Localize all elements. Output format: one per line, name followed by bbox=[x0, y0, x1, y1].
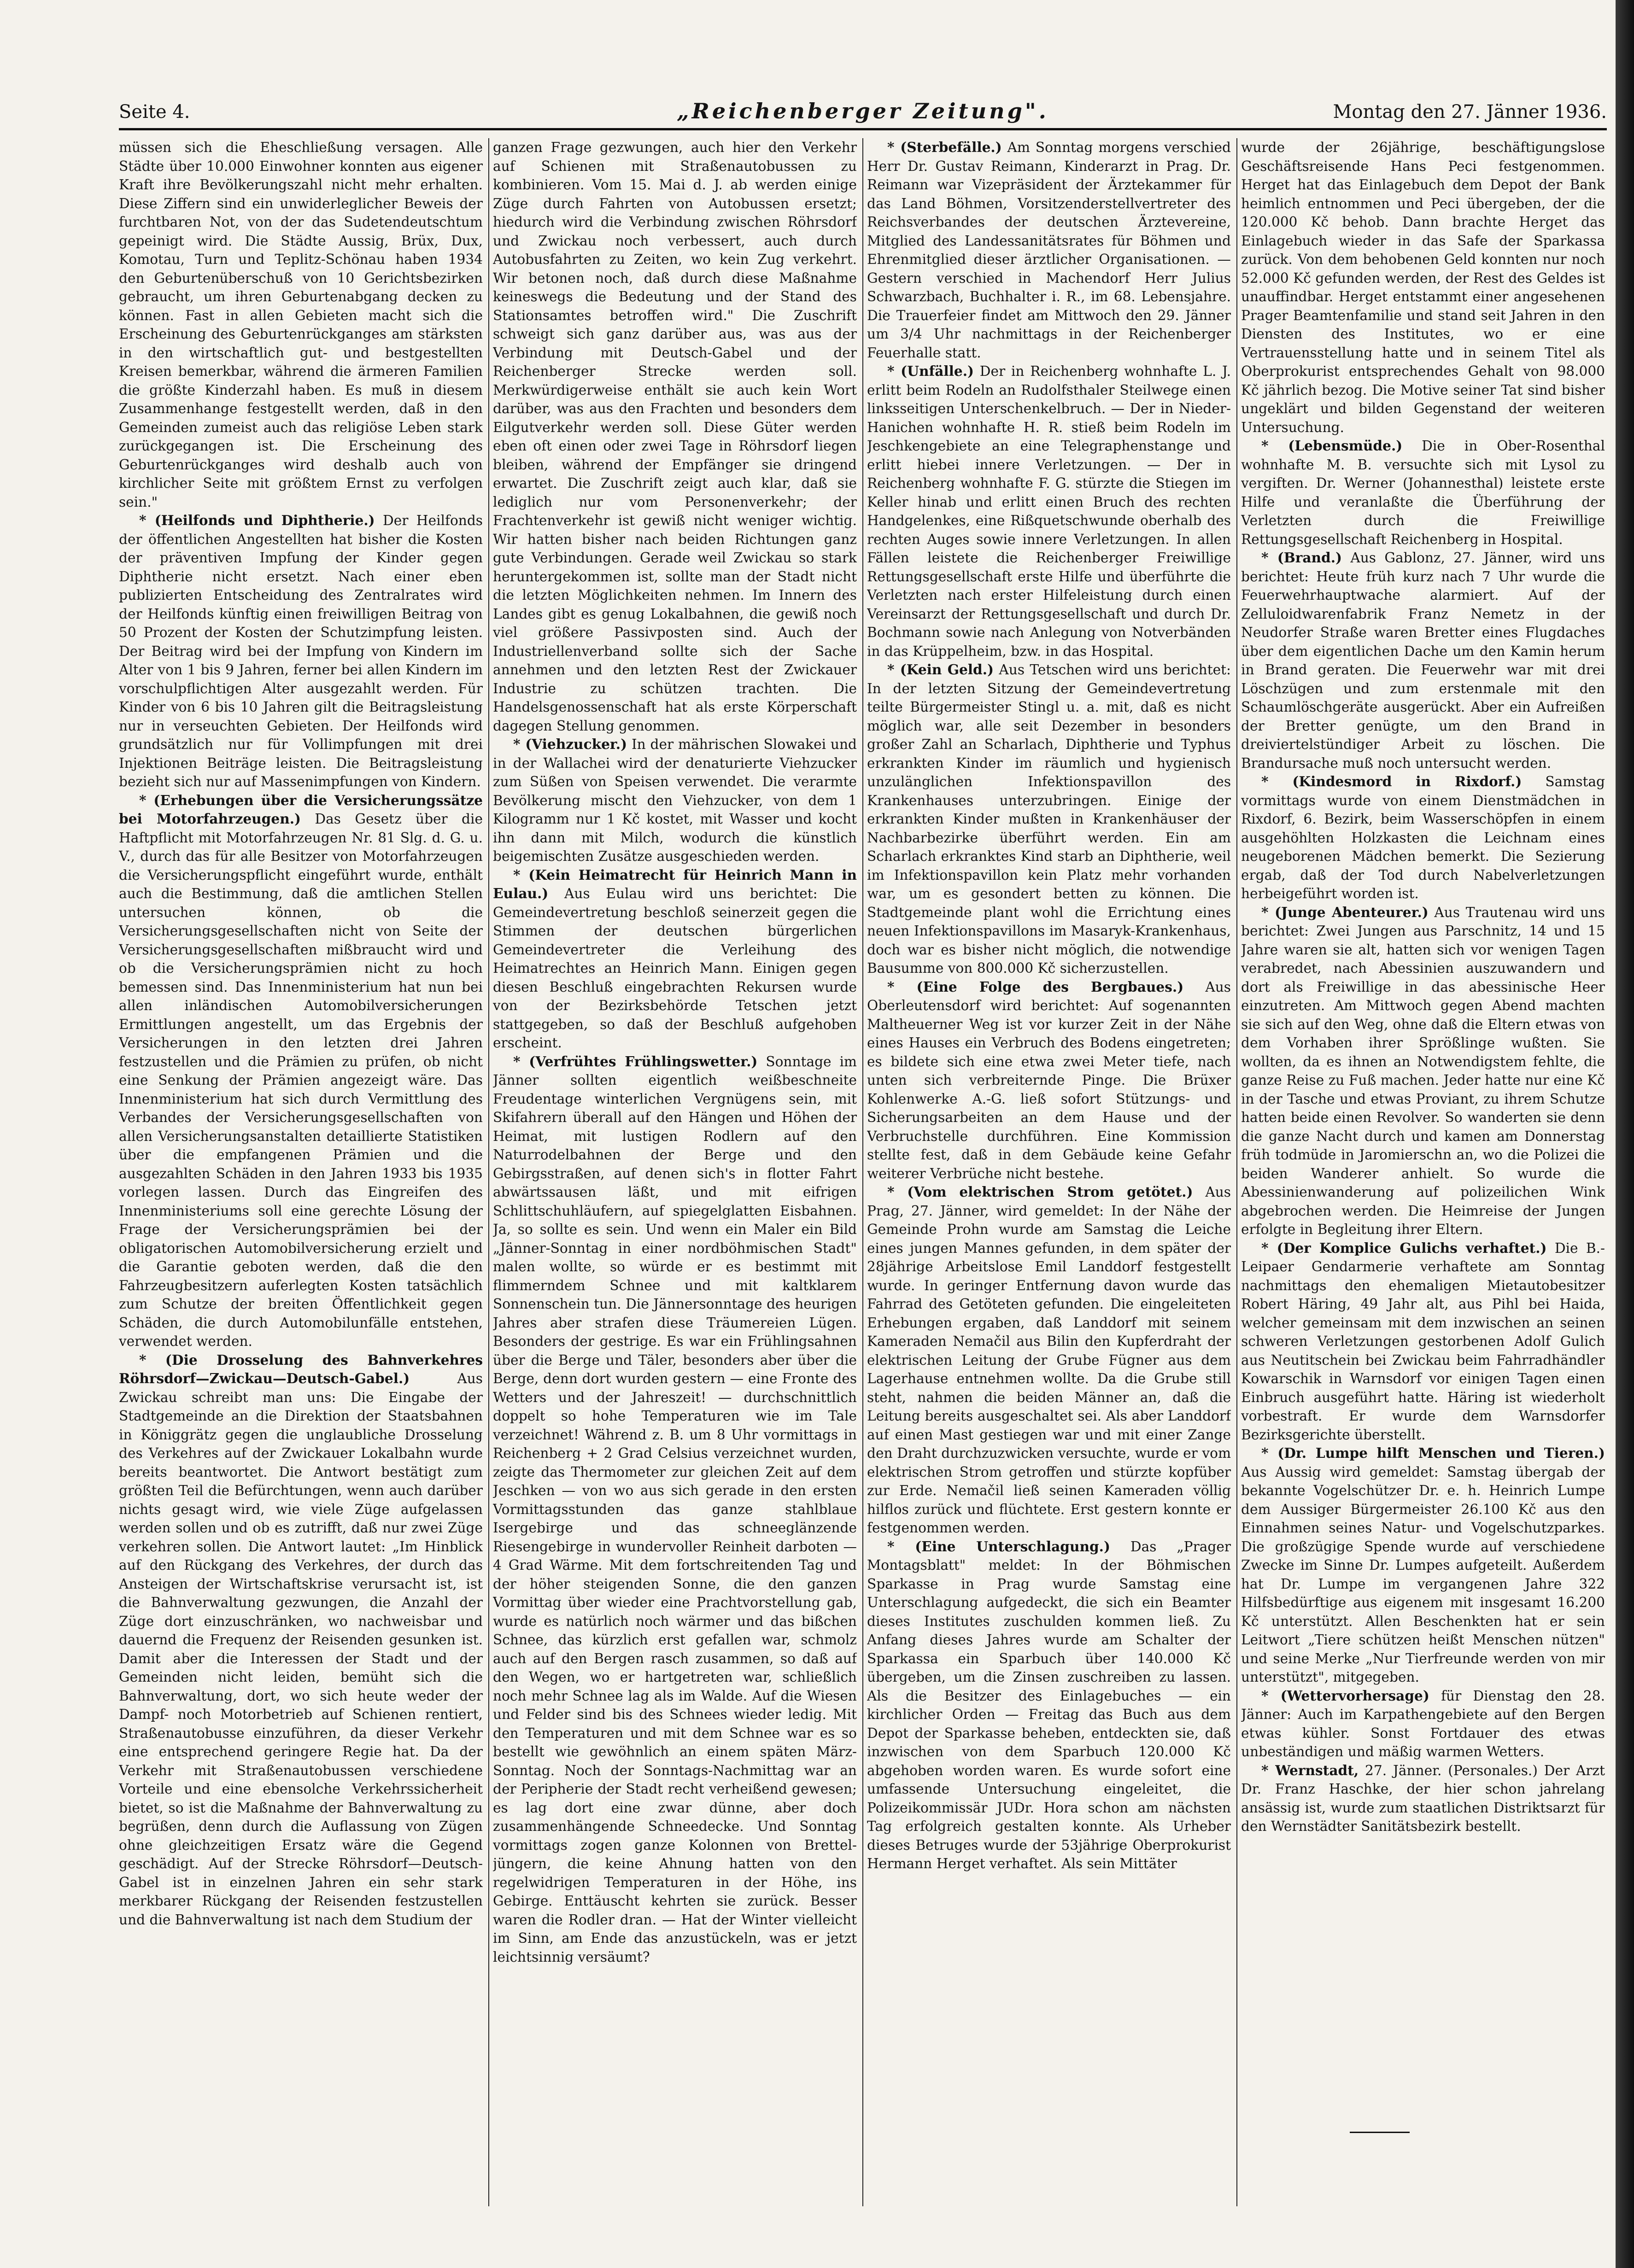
article-paragraph bbox=[867, 1183, 1231, 1537]
article-text: Sonntage im Jänner sollten eigentlich weißbeschneite Freudentage winterlichen Vergnügens sein, mit Skifahrern überall auf den Hängen und Höhen der Heimat, mit lustigen Rodlern auf den Naturrodelbahnen der Berge und den Gebirgsstraßen, auf denen sich's in flotter Fahrt abwärtssausen läßt, und mit eifrigen Schlittschuhläufern, auf spiegelglatten Eisbahnen. Ja, so sollte es sein. Und wenn ein Maler ein Bild „Jänner-Sonntag in einer nordböhmischen Stadt" malen wollte, so würde er es bestimmt mit flimmerndem Schnee und mit kaltklarem Sonnenschein tun. Die Jännersonntage des heurigen Jahres aber strafen diese Träumereien Lügen. Besonders der gestrige. Es war ein Frühlingsahnen über die Berge und Täler, besonders aber über die Berge, denn dort wurden gestern — eine Fronte des Wetters und der Jahreszeit! — durchschnittlich doppelt so hohe Temperaturen wie im Tale verzeichnet! Während z. B. um 8 Uhr vormittags in Reichenberg + 2 Grad Celsius verzeichnet wurden, zeigte das Thermometer zur gleichen Zeit auf dem Jeschken — von wo aus sich gerade in den ersten Vormittagsstunden das ganze stahlblaue Isergebirge und das schneeglänzende Riesengebirge in wundervoller Reinheit darboten — 4 Grad Wärme. Mit dem fortschreitenden Tag und der höher steigenden Sonne, die den ganzen Vormittag über wieder eine Prachtvorstellung gab, wurde es natürlich noch wärmer und das bißchen Schnee, das kürzlich erst gefallen war, schmolz auch auf den Bergen rasch zusammen, so daß auf den Wegen, wo er hartgetreten war, schließlich noch mehr Schnee lag als im Walde. Auf die Wiesen und Felder sind bis des Schnees wieder ledig. Mit den Temperaturen und mit dem Schnee war es so bestellt wie gewöhnlich an einem späten März-Sonntag. Noch der Sonntags-Nachmittag war an der Peripherie der Stadt recht verheißend gewesen; es lag dort eine zwar dünne, aber doch zusammenhängende Schneedecke. Und Sonntag vormittags zogen ganze Kolonnen von Brettel-jüngern, die keine Ahnung hatten von den regelwidrigen Temperaturen in der Höhe, ins Gebirge. Enttäuscht kehrten sie zurück. Besser waren die Rodler dran. — Hat der Winter vielleicht im Sinn, am Ende das anzustückeln, was er jetzt leichtsinnig versäumt? bbox=[493, 1053, 857, 1965]
article-paragraph bbox=[1241, 1687, 1605, 1761]
article-text: Der Heilfonds der öffentlichen Angestellten hat bisher die Kosten der präventiven Impfung der Kinder gegen Diphtherie nicht ersetzt. Nach einer eben publizierten Entscheidung des Zentralrates wird der Heilfonds künftig einen freiwilligen Beitrag von 50 Prozent der Kosten der Schutzimpfung leisten. Der Beitrag wird bei der Impfung von Kindern im Alter von 1 bis 9 Jahren, ferner bei allen Kindern im vorschulpflichtigen Alter ausgezahlt werden. Für Kinder von 6 bis 10 Jahren gilt die Beitragsleistung nur in verseuchten Gebieten. Der Heilfonds wird grundsätzlich nur für Vollimpfungen mit drei Injektionen Beiträge leisten. Die Beitragsleistung bezieht sich nur auf Massenimpfungen von Kindern. bbox=[119, 513, 483, 789]
article-heading: * (Eine Unterschlagung.) bbox=[887, 1538, 1110, 1555]
article-heading: * (Wettervorhersage) bbox=[1261, 1687, 1429, 1704]
article-heading: * (Heilfonds und Diphtherie.) bbox=[139, 512, 375, 528]
column-1 bbox=[119, 138, 483, 2202]
article-heading: * (Unfälle.) bbox=[887, 363, 974, 379]
column-3 bbox=[867, 138, 1231, 2202]
article-text: Die B.-Leipaer Gendarmerie verhaftete am Sonntag nachmittags den ehemaligen Mietautobesitzer Robert Häring, 49 Jahr alt, aus Pihl bei Haida, welcher gemeinsam mit dem inzwischen an seinen schweren Verletzungen gestorbenen Adolf Gulich aus Neutitschein bei Zwickau beim Fahrradhändler Kowarschik in Warnsdorf vor einigen Tagen einen Einbruch ausgeführt hatte. Häring ist wiederholt vorbestraft. Er wurde dem Warnsdorfer Bezirksgerichte überstellt. bbox=[1241, 1240, 1605, 1443]
article-heading: * (Verfrühtes Frühlingswetter.) bbox=[513, 1053, 758, 1070]
article-heading: * (Erhebungen über die Versicherungssätze bei Motorfahrzeugen.) bbox=[119, 792, 483, 827]
column-rule bbox=[862, 138, 863, 2206]
article-text: Aus Zwickau schreibt man uns: Die Eingabe der Stadtgemeinde an die Direktion der Staatsbahnen in Königgrätz gegen die unglaubliche Drosselung des Verkehres auf der Zwickauer Lokalbahn wurde bereits beantwortet. Die Antwort bestätigt zum größten Teil die Befürchtungen, wenn auch darüber nichts gesagt wird, wie viele Züge aufgelassen werden sollen und ob es zutrifft, daß nur zwei Züge verkehren sollen. Die Antwort lautet: „Im Hinblick auf den Rückgang des Verkehres, der durch das Ansteigen der Wirtschaftskrise verursacht ist, ist die Bahnverwaltung gezwungen, die Anzahl der Züge dort einzuschränken, wo nachweisbar und dauernd die Frequenz der Reisenden gesunken ist. Damit aber die Interessen der Stadt und der Gemeinden nicht leiden, bemüht sich die Bahnverwaltung, dort, wo sich heute weder der Dampf- noch Motorbetrieb auf Schienen rentiert, Straßenautobusse einzuführen, da dieser Verkehr eine entsprechend geringere Regie hat. Da der Verkehr mit Straßenautobussen verschiedene Vorteile und eine ebensolche Verkehrssicherheit bietet, so ist die Maßnahme der Bahnverwaltung zu begrüßen, denn durch die Auflassung von Zügen ohne gleichzeitigen Ersatz wäre die Gegend geschädigt. Auf der Strecke Röhrsdorf—Deutsch-Gabel ist in einzelnen Jahren ein sehr stark merkbarer Rückgang der Reisenden festzustellen und die Bahnverwaltung ist nach dem Studium der bbox=[119, 1371, 483, 1928]
article-heading: * (Lebensmüde.) bbox=[1261, 438, 1403, 454]
article-paragraph bbox=[1241, 1761, 1605, 1836]
article-text: Aus Oberleutensdorf wird berichtet: Auf sogenannten Maltheuerner Weg ist vor kurzer Zeit in der Nähe eines Hauses ein Verbruch des Bodens eingetreten; es bildete sich eine etwa zwei Meter tiefe, nach unten sich verbreiternde Pinge. Die Brüxer Kohlenwerke A.-G. ließ sofort Stützungs- und Sicherungsarbeiten an dem Hause und der Verbruchstelle durchführen. Eine Kommission stellte fest, daß in dem Gebäude keine Gefahr weiterer Verbrüche nicht bestehe. bbox=[867, 979, 1231, 1181]
end-rule bbox=[1350, 2132, 1410, 2133]
page-binding-edge bbox=[1616, 0, 1634, 2268]
article-paragraph bbox=[867, 661, 1231, 978]
article-paragraph bbox=[1241, 549, 1605, 772]
article-text: Das „Prager Montagsblatt" meldet: In der Böhmischen Sparkasse in Prag wurde Samstag eine Unterschlagung aufgedeckt, die sich ein Beamter dieses Institutes zuschulden kommen ließ. Zu Anfang dieses Jahres wurde am Schalter der Sparkassa ein Sparbuch über 140.000 Kč übergeben, um die Zinsen zuschreiben zu lassen. Als die Besitzer des Einlagebuches — ein kirchlicher Orden — Freitag das Buch aus dem Depot der Sparkasse beheben, entdeckten sie, daß inzwischen von dem Sparbuch 120.000 Kč abgehoben worden waren. Es wurde sofort eine umfassende Untersuchung eingeleitet, die Polizeikommissär JUDr. Hora schon am nächsten Tag erfolgreich gestalten konnte. Als Urheber dieses Betruges wurde der 53jährige Oberprokurist Hermann Herget verhaftet. Als sein Mittäter bbox=[867, 1538, 1231, 1871]
page-number: Seite 4. bbox=[119, 101, 190, 123]
article-paragraph bbox=[1241, 772, 1605, 903]
article-heading: * (Der Komplice Gulichs verhaftet.) bbox=[1261, 1239, 1547, 1256]
article-text: Aus Prag, 27. Jänner, wird gemeldet: In der Nähe der Gemeinde Prohn wurde am Samstag die Leiche eines jungen Mannes gefunden, in dem später der 28jährige Arbeitslose Emil Landdorf festgestellt wurde. In geringer Entfernung davon wurde das Fahrrad des Getöteten gefunden. Die eingeleiteten Erhebungen ergaben, daß Landdorf mit seinem Kameraden Nemačil aus Bilin den Kupferdraht der elektrischen Leitung der Grube Fügner aus dem Lagerhause entnehmen wollte. Da die Grube still steht, nahmen die beiden Männer an, daß die Leitung bereits ausgeschaltet sei. Als aber Landdorf auf einen Mast gestiegen war und mit einer Zange den Draht durchzuzwicken versuchte, wurde er vom elektrischen Strom getroffen und stürzte kopfüber zur Erde. Nemačil ließ seinen Kameraden völlig hilflos zurück und flüchtete. Erst gestern konnte er festgenommen werden. bbox=[867, 1184, 1231, 1536]
article-heading: * (Kein Heimatrecht für Heinrich Mann in Eulau.) bbox=[493, 866, 857, 901]
article-text: ganzen Frage gezwungen, auch hier den Verkehr auf Schienen mit Straßenautobussen zu kombinieren. Vom 15. Mai d. J. ab werden einige Züge durch Fahrten von Autobussen ersetzt; hiedurch wird die Verbindung zwischen Röhrsdorf und Zwickau noch verbessert, auch durch Autobusfahrten zu Zeiten, wo kein Zug verkehrt. Wir betonen noch, daß durch diese Maßnahme keineswegs die Bedeutung und der Stand des Stationsamtes betroffen wird." Die Zuschrift schweigt sich ganz darüber aus, was aus der Verbindung mit Deutsch-Gabel und der Reichenberger Strecke werden soll. Merkwürdigerweise enthält sie auch kein Wort darüber, was aus den Frachten und besonders dem Eilgutverkehr werden soll. Diese Güter werden eben oft einen oder zwei Tage in Röhrsdorf liegen bleiben, während der Empfänger sie dringend erwartet. Die Zuschrift zeigt auch klar, daß sie lediglich nur vom Personenverkehr; der Frachtenverkehr ist gewiß nicht weniger wichtig. Wir hatten bisher nach beiden Richtungen ganz gute Verbindungen. Gerade weil Zwickau so stark heruntergekommen ist, sollte man der Stadt nicht die letzten Möglichkeiten nehmen. Im Innern des Landes gibt es genug Lokalbahnen, die gewiß noch viel größere Passivposten sind. Auch der Industriellenverband sollte sich der Sache annehmen und den letzten Rest der Zwickauer Industrie zu schützen trachten. Die Handelsgenossenschaft hat als erste Körperschaft dagegen Stellung genommen. bbox=[493, 140, 857, 734]
article-paragraph bbox=[493, 1052, 857, 1967]
column-2 bbox=[493, 138, 857, 2202]
article-paragraph bbox=[119, 138, 483, 511]
article-heading: * Wernstadt, bbox=[1261, 1762, 1359, 1778]
article-text: für Dienstag den 28. Jänner: Auch im Karpathengebiete auf den Bergen etwas kühler. Sonst Fortdauer des etwas unbeständigen und mäßig warmen Wetters. bbox=[1241, 1688, 1605, 1759]
article-text: Das Gesetz über die Haftpflicht mit Motorfahrzeugen Nr. 81 Slg. d. G. u. V., durch das für alle Besitzer von Motorfahrzeugen die Versicherungspflicht eingeführt wurde, enthält auch die Bestimmung, daß die amtlichen Stellen untersuchen können, ob die Versicherungsgesellschaften nicht von Seite der Versicherungsgesellschaften mißbraucht wird und ob die Versicherungsprämien nicht zu hoch bemessen sind. Das Innenministerium hat nun bei allen inländischen Automobilversicherungen Ermittlungen angestellt, um das Ergebnis der Versicherungen in den letzten drei Jahren festzustellen und die Prämien zu prüfen, ob nicht eine Senkung der Prämien angezeigt wäre. Das Innenministerium hat sich durch Vermittlung des Verbandes der Versicherungsgesellschaften von allen Versicherungsanstalten detaillierte Statistiken über die empfangenen Prämien und die ausgezahlten Schäden in den Jahren 1933 bis 1935 vorlegen lassen. Durch das Eingreifen des Innenministeriums soll eine gerechte Lösung der Frage der Versicherungsprämien bei der obligatorischen Automobilversicherung erzielt und die Garantie geboten werden, daß die den Fahrzeugbesitzern auferlegten Kosten tatsächlich zum Schutze der breiten Öffentlichkeit gegen Schäden, die durch Automobilunfälle entstehen, verwendet werden. bbox=[119, 811, 483, 1349]
issue-date: Montag den 27. Jänner 1936. bbox=[1333, 101, 1607, 123]
article-paragraph bbox=[1241, 1239, 1605, 1444]
article-text: Aus Tetschen wird uns berichtet: In der letzten Sitzung der Gemeindevertretung teilte Bürgermeister Stingl u. a. mit, daß es nicht möglich war, alle seit Dezember in besonders großer Zahl an Scharlach, Diphtherie und Typhus erkrankten Kinder im räumlich und hygienisch unzulänglichen Infektionspavillon des Krankenhauses unterzubringen. Einige der erkrankten Kinder mußten in Krankenhäuser der Nachbarbezirke überführt werden. Ein am Scharlach erkranktes Kind starb an Diphtherie, weil im Infektionspavillon kein Platz mehr vorhanden war, um es gesondert betten zu können. Die Stadtgemeinde plant wohl die Errichtung eines neuen Infektionspavillons im Masaryk-Krankenhaus, doch war es bisher nicht möglich, die notwendige Bausumme von 800.000 Kč sicherzustellen. bbox=[867, 662, 1231, 976]
article-paragraph bbox=[1241, 138, 1605, 437]
article-heading: * (Die Drosselung des Bahnverkehres Röhrsdorf—Zwickau—Deutsch-Gabel.) bbox=[119, 1351, 483, 1386]
column-4 bbox=[1241, 138, 1605, 2202]
article-paragraph bbox=[867, 1537, 1231, 1873]
article-paragraph bbox=[1241, 437, 1605, 549]
article-text: Der in Reichenberg wohnhafte L. J. erlitt beim Rodeln an Rudolfsthaler Steilwege einen linksseitigen Unterschenkelbruch. — Der in Nieder-Hanichen wohnhafte H. R. stieß beim Rodeln im Jeschkengebiete an eine Telegraphenstange und erlitt hiebei innere Verletzungen. — Der in Reichenberg wohnhafte F. G. stürzte die Stiegen im Keller hinab und erlitt einen Bruch des rechten Handgelenkes, eine Rißquetschwunde oberhalb des rechten Auges sowie innere Verletzungen. In allen Fällen leistete die Reichenberger Freiwillige Rettungsgesellschaft erste Hilfe und überführte die Verletzten nach erster Hilfeleistung durch einen Vereinsarzt der Rettungsgesellschaft und durch Dr. Bochmann sowie nach Anlegung von Notverbänden in das Krüppelheim, bzw. in das Hospital. bbox=[867, 363, 1231, 659]
article-text: In der mährischen Slowakei und in der Wallachei wird der denaturierte Viehzucker zum Süßen von Speisen verwendet. Die verarmte Bevölkerung mischt den Viehzucker, von dem 1 Kilogramm nur 1 Kč kostet, mit Wasser und kocht ihn dann mit Milch, wodurch die künstlich beigemischten Zusätze ausgeschieden werden. bbox=[493, 737, 857, 864]
article-heading: * (Kein Geld.) bbox=[887, 661, 994, 678]
article-heading: * (Vom elektrischen Strom getötet.) bbox=[887, 1184, 1193, 1200]
article-paragraph bbox=[1241, 903, 1605, 1239]
article-text: Aus Trautenau wird uns berichtet: Zwei Jungen aus Parschnitz, 14 und 15 Jahre waren sie alt, hatten sich vor wenigen Tagen verabredet, nach Abessinien auszuwandern und dort als Freiwillige in das abessinische Heer einzutreten. Am Mittwoch gegen Abend machten sie sich auf den Weg, ohne daß die Eltern etwas von dem Vorhaben ihrer Sprößlinge wußten. Sie wollten, da es ihnen an Notwendigstem fehlte, die ganze Reise zu Fuß machen. Jeder hatte nur eine Kč in der Tasche und etwas Proviant, zu ihrem Schutze hatten beide einen Revolver. So wanderten sie denn die ganze Nacht durch und kamen am Donnerstag früh todmüde in Jaromierschn an, wo die Polizei die beiden Wanderer anhielt. So wurde die Abessinienwanderung auf polizeilichen Wink abgebrochen werden. Die Heimreise der Jungen erfolgte in Begleitung ihrer Eltern. bbox=[1241, 904, 1605, 1237]
article-heading: * (Kindesmord in Rixdorf.) bbox=[1261, 773, 1522, 789]
header-rule bbox=[119, 128, 1607, 130]
article-heading: * (Sterbefälle.) bbox=[887, 139, 1002, 155]
article-text: Aus Eulau wird uns berichtet: Die Gemeindevertretung beschloß seinerzeit gegen die Stimmen der deutschen bürgerlichen Gemeindevertreter die Verleihung des Heimatrechtes an Heinrich Mann. Einigen gegen diesen Beschluß eingebrachten Rekursen wurde von der Bezirksbehörde Tetschen jetzt stattgegeben, so daß der Beschluß aufgehoben erscheint. bbox=[493, 886, 857, 1051]
article-paragraph bbox=[119, 791, 483, 1351]
article-paragraph bbox=[867, 362, 1231, 661]
article-heading: * (Junge Abenteurer.) bbox=[1261, 904, 1429, 920]
article-paragraph bbox=[1241, 1444, 1605, 1687]
article-paragraph bbox=[493, 138, 857, 735]
article-paragraph bbox=[867, 138, 1231, 362]
article-text: Am Sonntag morgens verschied Herr Dr. Gustav Reimann, Kinderarzt in Prag. Dr. Reimann war Vizepräsident der Ärztekammer für das Land Böhmen, Vorsitzenderstellvertreter des Reichsverbandes der deutschen Ärztevereine, Mitglied des Landessanitätsrates für Böhmen und Ehrenmitglied dieser ärztlicher Organisationen. — Gestern verschied in Machendorf Herr Julius Schwarzbach, Buchhalter i. R., im 68. Lebensjahre. Die Trauerfeier findet am Mittwoch den 29. Jänner um 3/4 Uhr nachmittags in der Reichenberger Feuerhalle statt. bbox=[867, 140, 1231, 361]
column-rule bbox=[488, 138, 489, 2206]
article-paragraph bbox=[493, 735, 857, 866]
article-heading: * (Brand.) bbox=[1261, 549, 1342, 566]
article-text: wurde der 26jährige, beschäftigungslose Geschäftsreisende Hans Peci festgenommen. Herget hat das Einlagebuch dem Depot der Bank heimlich entnommen und Peci übergeben, der die 120.000 Kč behob. Dann brachte Herget das Einlagebuch wieder in das Safe der Sparkassa zurück. Von dem behobenen Geld konnten nur noch 52.000 Kč gefunden werden, der Rest des Geldes ist unauffindbar. Herget entstammt einer angesehenen Prager Beamtenfamilie und stand seit Jahren in den Diensten des Institutes, wo er eine Vertrauensstellung hatte und in seinem Titel als Oberprokurist entsprechendes Gehalt von 98.000 Kč jährlich bezog. Die Motive seiner Tat sind bisher ungeklärt und bilden Gegenstand der weiteren Untersuchung. bbox=[1241, 140, 1605, 435]
article-text: Samstag vormittags wurde von einem Dienstmädchen in Rixdorf, 6. Bezirk, beim Wasserschöpfen in einem ausgehöhlten Holzkasten die Leichnam eines neugeborenen Mädchen bemerkt. Die Sezierung ergab, daß der Tod durch Nabelverletzungen herbeigeführt worden ist. bbox=[1241, 774, 1605, 901]
article-paragraph bbox=[119, 1351, 483, 1929]
article-heading: * (Viehzucker.) bbox=[513, 736, 627, 752]
masthead-title: „Reichenberger Zeitung". bbox=[677, 99, 1049, 123]
article-paragraph bbox=[867, 978, 1231, 1183]
article-text: müssen sich die Eheschließung versagen. Alle Städte über 10.000 Einwohner konnten aus eigener Kraft ihre Bevölkerungszahl nicht mehr erhalten. Diese Ziffern sind ein unwiderleglicher Beweis der furchtbaren Not, von der das Sudetendeutschtum gepeinigt wird. Die Städte Aussig, Brüx, Dux, Komotau, Turn und Teplitz-Schönau haben 1934 den Geburtenüberschuß von 10 Gerichtsbezirken gebraucht, um ihren Geburtenabgang decken zu können. Fast in allen Gebieten macht sich die Erscheinung des Geburtenrückganges am stärksten in den wirtschaftlich gut- und bestgestellten Kreisen bemerkbar, während die ärmeren Familien die größte Kinderzahl haben. Es muß in diesem Zusammenhange festgestellt werden, daß in den Gemeinden zumeist auch das religiöse Leben stark zurückgegangen ist. Die Erscheinung des Geburtenrückganges wird deshalb auch von kirchlicher Seite mit größtem Ernst zu verfolgen sein." bbox=[119, 140, 483, 510]
column-rule bbox=[1236, 138, 1237, 2206]
article-text: Aus Aussig wird gemeldet: Samstag übergab der bekannte Vogelschützer Dr. e. h. Heinrich Lumpe dem Aussiger Bürgermeister 26.100 Kč aus den Einnahmen seines Natur- und Vogelschutzparkes. Die großzügige Spende wurde auf verschiedene Zwecke im Sinne Dr. Lumpes aufgeteilt. Außerdem hat Dr. Lumpe im vergangenen Jahre 322 Hilfsbedürftige aus eigenem mit insgesamt 16.200 Kč unterstützt. Allen Beschenkten hat er sein Leitwort „Tiere schützen heißt Menschen nützen" und seine Merke „Nur Tierfreunde werden von mir unterstützt", mitgegeben. bbox=[1241, 1464, 1605, 1685]
article-paragraph bbox=[493, 866, 857, 1052]
article-paragraph bbox=[119, 511, 483, 791]
article-heading: * (Dr. Lumpe hilft Menschen und Tieren.) bbox=[1261, 1445, 1605, 1461]
article-text: Aus Gablonz, 27. Jänner, wird uns berichtet: Heute früh kurz nach 7 Uhr wurde die Feuerwehrhauptwache alarmiert. Auf der Zelluloidwarenfabrik Franz Nemetz in der Neudorfer Straße waren Bretter eines Flugdaches über dem eigentlichen Dache um den Kamin herum in Brand geraten. Die Feuerwehr war mit drei Löschzügen und zum erstenmale mit den Schaumlöschgeräte ausgerückt. Aber ein Aufreißen der Bretter genügte, um den Brand in dreiviertelstündiger Arbeit zu löschen. Die Brandursache muß noch untersucht werden. bbox=[1241, 550, 1605, 771]
article-heading: * (Eine Folge des Bergbaues.) bbox=[887, 978, 1184, 995]
article-text: Die in Ober-Rosenthal wohnhafte M. B. versuchte sich mit Lysol zu vergiften. Dr. Werner (Johannesthal) leistete erste Hilfe und veranlaßte die Überführung der Verletzten durch die Freiwillige Rettungsgesellschaft Reichenberg in Hospital. bbox=[1241, 438, 1605, 547]
article-text: 27. Jänner. (Personales.) Der Arzt Dr. Franz Haschke, der hier schon jahrelang ansässig ist, wurde zum staatlichen Distriktsarzt für den Wernstädter Sanitätsbezirk bestellt. bbox=[1241, 1762, 1605, 1834]
